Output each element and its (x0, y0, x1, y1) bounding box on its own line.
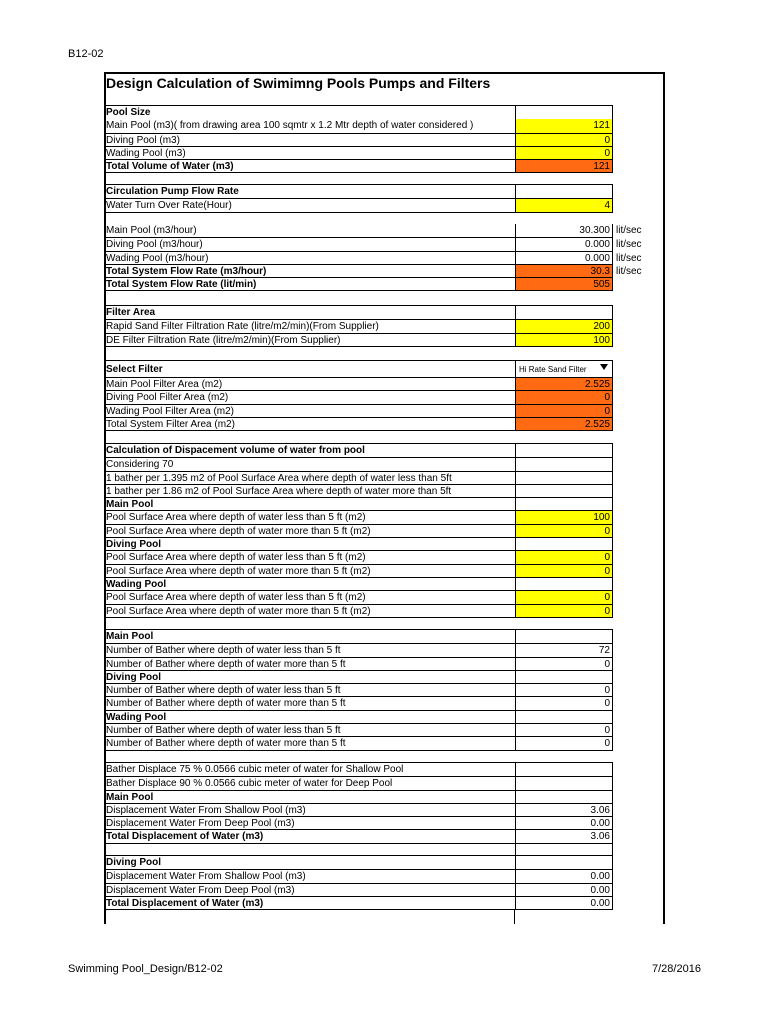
diving-less-area-input[interactable]: 0 (515, 551, 612, 563)
bathers-main-more-value: 0 (515, 658, 612, 670)
diving-pool-volume-row: Diving Pool (m3) 0 (106, 134, 610, 146)
wading-filter-area-row: Wading Pool Filter Area (m2) 0 (106, 405, 610, 417)
main-pool-volume-input[interactable]: 121 (515, 119, 612, 132)
bathers-diving-more-value: 0 (515, 697, 612, 709)
bathers-diving-less-row: Number of Bather where depth of water less than 5 ft 0 (106, 685, 610, 697)
diving-pool-volume-input[interactable]: 0 (515, 134, 612, 146)
rapid-sand-row: Rapid Sand Filter Filtration Rate (litre/m2/min)(From Supplier) 200 (106, 321, 610, 333)
diving-flow-row: Diving Pool (m3/hour) 0.000 lit/sec (106, 239, 642, 251)
pool-size-heading: Pool Size (105, 106, 612, 119)
disp-water-diving-block (104, 855, 613, 910)
bathers-wading-more-value: 0 (515, 737, 612, 749)
diving-filter-area-value: 0 (515, 391, 612, 403)
wading-pool-heading: Wading Pool (105, 577, 612, 590)
bathers-wading-less-value: 0 (515, 724, 612, 736)
disp-main-shallow-row: Displacement Water From Shallow Pool (m3) 3.06 (106, 804, 610, 816)
bathers-diving-less-value: 0 (515, 684, 612, 696)
main-pool-heading: Main Pool (105, 497, 612, 510)
footer-filename: Swimming Pool_Design/B12-02 (68, 963, 223, 975)
filter-area-heading: Filter Area (105, 306, 612, 319)
de-filter-row: DE Filter Filtration Rate (litre/m2/min)(From Supplier) 100 (106, 334, 610, 346)
turnover-row: Water Turn Over Rate(Hour) 4 (106, 200, 610, 212)
disp-main-total-value: 3.06 (515, 830, 612, 842)
column-divider (514, 910, 515, 924)
filter-type-select[interactable]: Hi Rate Sand Filter (515, 361, 612, 377)
total-filter-area-row: Total System Filter Area (m2) 2.525 (106, 418, 610, 430)
disp-diving-shallow-row: Displacement Water From Shallow Pool (m3) 0.00 (106, 871, 610, 883)
bathers-block (104, 629, 613, 751)
total-volume-value: 121 (515, 160, 612, 172)
bathers-main-more-row: Number of Bather where depth of water more than 5 ft 0 (106, 658, 610, 670)
total-filter-area-value: 2.525 (515, 418, 612, 430)
flow-block (104, 224, 642, 291)
disp-diving-heading: Diving Pool (105, 856, 612, 869)
bathers-diving-heading: Diving Pool (105, 670, 612, 683)
disp-diving-total-row: Total Displacement of Water (m3) 0.00 (106, 897, 610, 909)
sheet-code: B12-02 (68, 48, 104, 60)
bathers-diving-more-row: Number of Bather where depth of water more than 5 ft 0 (106, 698, 610, 710)
disp-diving-shallow-value: 0.00 (515, 870, 612, 882)
filter-area-block (104, 305, 613, 347)
select-filter-heading: Select Filter Hi Rate Sand Filter (105, 361, 612, 377)
shallow-rule-row: Bather Displace 75 % 0.0566 cubic meter of water for Shallow Pool (105, 763, 612, 776)
main-flow-value: 30.300 (515, 224, 612, 237)
diving-filter-area-row: Diving Pool Filter Area (m2) 0 (106, 392, 610, 404)
disp-main-total-row: Total Displacement of Water (m3) 3.06 (106, 831, 610, 843)
wading-less-area-input[interactable]: 0 (515, 591, 612, 603)
wading-flow-row: Wading Pool (m3/hour) 0.000 lit/sec (106, 252, 642, 264)
wading-more-area-row: Pool Surface Area where depth of water more than 5 ft (m2) 0 (106, 605, 610, 617)
main-filter-area-row: Main Pool Filter Area (m2) 2.525 (106, 379, 610, 390)
disp-diving-deep-value: 0.00 (515, 884, 612, 896)
main-pool-volume-row: Main Pool (m3)( from drawing area 100 sqmtr x 1.2 Mtr depth of water considered ) 121 (106, 120, 610, 132)
bathers-main-less-value: 72 (515, 644, 612, 656)
deep-rule-row: Bather Displace 90 % 0.0566 cubic meter of water for Deep Pool (105, 776, 612, 789)
turnover-input[interactable]: 4 (515, 199, 612, 211)
diving-more-area-input[interactable]: 0 (515, 565, 612, 577)
bathers-wading-heading: Wading Pool (105, 710, 612, 723)
disp-main-shallow-value: 3.06 (515, 804, 612, 816)
rapid-sand-input[interactable]: 200 (515, 320, 612, 332)
displacement-block (104, 443, 613, 618)
wading-flow-value: 0.000 (515, 252, 612, 264)
pool-size-block (104, 105, 613, 173)
bather-rule-shallow: 1 bather per 1.395 m2 of Pool Surface Area where depth of water less than 5ft (105, 471, 612, 484)
wading-pool-volume-row: Wading Pool (m3) 0 (106, 147, 610, 159)
disp-main-deep-row: Displacement Water From Deep Pool (m3) 0.00 (106, 818, 610, 830)
diving-less-area-row: Pool Surface Area where depth of water less than 5 ft (m2) 0 (106, 552, 610, 564)
bather-rule-deep: 1 bather per 1.86 m2 of Pool Surface Area where depth of water more than 5ft (105, 484, 612, 497)
disp-main-deep-value: 0.00 (515, 817, 612, 829)
total-flow-min-value: 505 (515, 278, 612, 290)
wading-pool-volume-input[interactable]: 0 (515, 147, 612, 159)
considering-row: Considering 70 (105, 457, 612, 470)
total-flow-min-row: Total System Flow Rate (lit/min) 505 (106, 279, 610, 291)
main-filter-area-value: 2.525 (515, 378, 612, 390)
footer-date: 7/28/2016 (652, 963, 701, 975)
disp-diving-deep-row: Displacement Water From Deep Pool (m3) 0.00 (106, 884, 610, 896)
bathers-main-less-row: Number of Bather where depth of water less than 5 ft 72 (106, 645, 610, 657)
diving-flow-value: 0.000 (515, 238, 612, 250)
bathers-wading-less-row: Number of Bather where depth of water less than 5 ft 0 (106, 725, 610, 737)
select-filter-block (104, 360, 613, 431)
main-flow-row: Main Pool (m3/hour) 30.300 lit/sec (106, 225, 642, 236)
bathers-main-heading: Main Pool (105, 630, 612, 643)
total-flow-hour-row: Total System Flow Rate (m3/hour) 30.3 lit/sec (106, 265, 642, 277)
page-title: Design Calculation of Swimimng Pools Pumps and Filters (106, 75, 491, 91)
wading-more-area-input[interactable]: 0 (515, 605, 612, 617)
wading-filter-area-value: 0 (515, 405, 612, 417)
circulation-block (104, 184, 613, 213)
disp-water-main-block (104, 762, 613, 856)
de-filter-input[interactable]: 100 (515, 334, 612, 346)
main-less-area-row: Pool Surface Area where depth of water less than 5 ft (m2) 100 (106, 512, 610, 524)
total-flow-hour-value: 30.3 (515, 265, 612, 277)
wading-less-area-row: Pool Surface Area where depth of water less than 5 ft (m2) 0 (106, 592, 610, 604)
main-more-area-input[interactable]: 0 (515, 525, 612, 537)
chevron-down-icon[interactable] (600, 364, 608, 370)
circulation-heading: Circulation Pump Flow Rate (105, 185, 612, 198)
main-more-area-row: Pool Surface Area where depth of water more than 5 ft (m2) 0 (106, 525, 610, 537)
disp-diving-total-value: 0.00 (515, 897, 612, 909)
total-volume-row: Total Volume of Water (m3) 121 (106, 161, 610, 173)
diving-pool-heading: Diving Pool (105, 537, 612, 550)
disp-main-heading: Main Pool (105, 790, 612, 803)
diving-more-area-row: Pool Surface Area where depth of water more than 5 ft (m2) 0 (106, 565, 610, 577)
bathers-wading-more-row: Number of Bather where depth of water more than 5 ft 0 (106, 738, 610, 750)
main-less-area-input[interactable]: 100 (515, 511, 612, 523)
displacement-heading: Calculation of Dispacement volume of water from pool (105, 444, 612, 457)
